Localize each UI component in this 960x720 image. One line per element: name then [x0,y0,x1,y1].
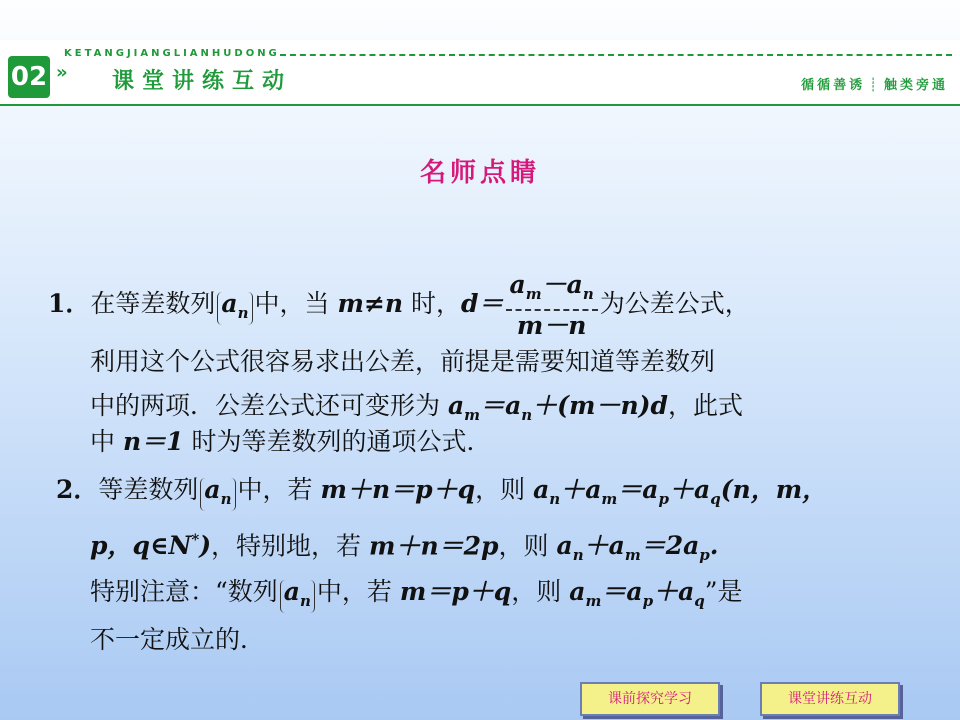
frac-minus: － [541,270,567,299]
point1-text: 为公差公式， [599,289,750,318]
point2-text: ，则 [498,531,549,561]
point1-line4 [90,420,492,464]
fraction-denominator: m－n [516,311,587,340]
point1-text: 时为等差数列的通项公式． [191,427,492,456]
fraction-numerator [506,270,598,311]
tail: (n，m， [720,475,828,504]
nav-next-button[interactable]: 课堂讲练互动 [760,682,900,716]
close-paren: ) [199,531,212,561]
point2-formula [556,531,719,565]
term-sub: m [624,546,641,565]
point2-text: ，则 [475,475,526,504]
term-sub: p [642,592,654,610]
point2-condition: m＋n＝2p [369,531,499,561]
term-a: a [569,577,586,606]
plus: ＋ [653,577,679,606]
sequence-set [217,289,252,325]
set-a: a [204,475,221,504]
d-equals: d＝ [461,289,504,318]
point2-number: 2． [56,475,99,504]
point2-line2 [90,518,719,577]
term-sub: n [521,406,533,424]
sequence-set [200,475,235,511]
point1-line2: 利用这个公式很容易求出公差，前提是需要知道等差数列 [90,347,716,376]
frac-a2: a [566,270,583,299]
section-pinyin: KETANGJIANGLIANHUDONG [64,48,280,59]
point2-condition: m＋n＝p＋q [320,475,476,504]
term-a: a [447,391,465,420]
term-sub: p [658,490,669,508]
set-sub: n [220,490,232,508]
header-banner [0,40,960,106]
point1-text: 中的两项．公差公式还可变形为 [90,391,441,420]
term-a: a [642,475,659,504]
point1-number: 1． [48,289,91,318]
term-a: a [505,391,522,420]
term-a: a [626,577,643,606]
sequence-set [280,577,315,613]
point1-text: 中 [90,427,116,456]
point2-condition: m＝p＋q [399,577,512,606]
set-a: a [283,577,300,606]
point2-text: 特别注意：“数列 [90,577,278,606]
term-sub: n [572,546,584,565]
term-sub: n [549,490,561,508]
term-a: a [678,577,695,606]
point2-text: 中，若 [237,475,313,504]
page-heading: 名师点睛 [419,158,540,188]
frac-a: a [509,270,526,299]
frac-sub-n: n [582,285,594,303]
header-dash-line [280,54,952,56]
term-sub: p [699,546,710,565]
section-number: 02 [8,56,50,98]
point1-text: ，此式 [667,391,743,420]
set-a: a [221,289,238,318]
header-underline [0,104,960,106]
dot: . [709,531,719,561]
n-equals-1: n＝1 [122,427,184,456]
point1-condition: m≠n [337,289,404,318]
formula-rest: ＋(m－n)d [532,391,668,420]
point2-text: ”是 [704,577,743,606]
formula-general [447,391,668,424]
term-a: a [533,475,550,504]
point1-line1 [48,270,750,341]
pq-in-n [90,531,211,560]
set-sub: n [237,304,249,322]
point2-line4: 不一定成立的． [90,625,266,654]
point2-text: 等差数列 [98,475,199,504]
chevron-icon: » [56,62,68,83]
point2-text: ，则 [511,577,562,606]
section-title: 课堂讲练互动 [112,69,293,94]
equals: ＝2a [640,531,700,561]
header-slogan [801,74,948,93]
point2-formula [569,577,705,610]
plus: ＋ [560,475,586,504]
point2-line3 [90,570,743,623]
term-sub: m [464,406,481,424]
plus: ＋ [668,475,694,504]
equals: ＝ [480,391,506,420]
pq-text: p，q∈N [90,531,192,561]
slogan-separator: ┊ [869,78,880,93]
term-sub: q [694,592,705,610]
term-a: a [608,531,625,561]
term-a: a [556,531,573,561]
term-a: a [585,475,602,504]
plus: ＋ [583,531,609,561]
point1-text: 在等差数列 [90,289,216,318]
slogan-left: 循循善诱 [801,78,866,93]
point2-formula [533,475,828,508]
star: * [191,531,200,549]
point1-text: 时， [411,289,462,318]
term-sub: m [601,490,618,508]
equals: ＝ [601,577,627,606]
slogan-right: 触类旁通 [883,78,948,93]
term-a: a [694,475,711,504]
point2-text: 中，若 [316,577,392,606]
set-sub: n [300,592,311,610]
frac-sub-m: m [525,285,542,303]
term-sub: m [585,592,602,610]
point2-line1 [56,468,827,521]
difference-fraction [506,270,598,341]
nav-prev-button[interactable]: 课前探究学习 [580,682,720,716]
point1-text: 中，当 [254,289,330,318]
term-sub: q [710,490,721,508]
point2-text: ，特别地，若 [211,531,362,561]
equals: ＝ [617,475,643,504]
